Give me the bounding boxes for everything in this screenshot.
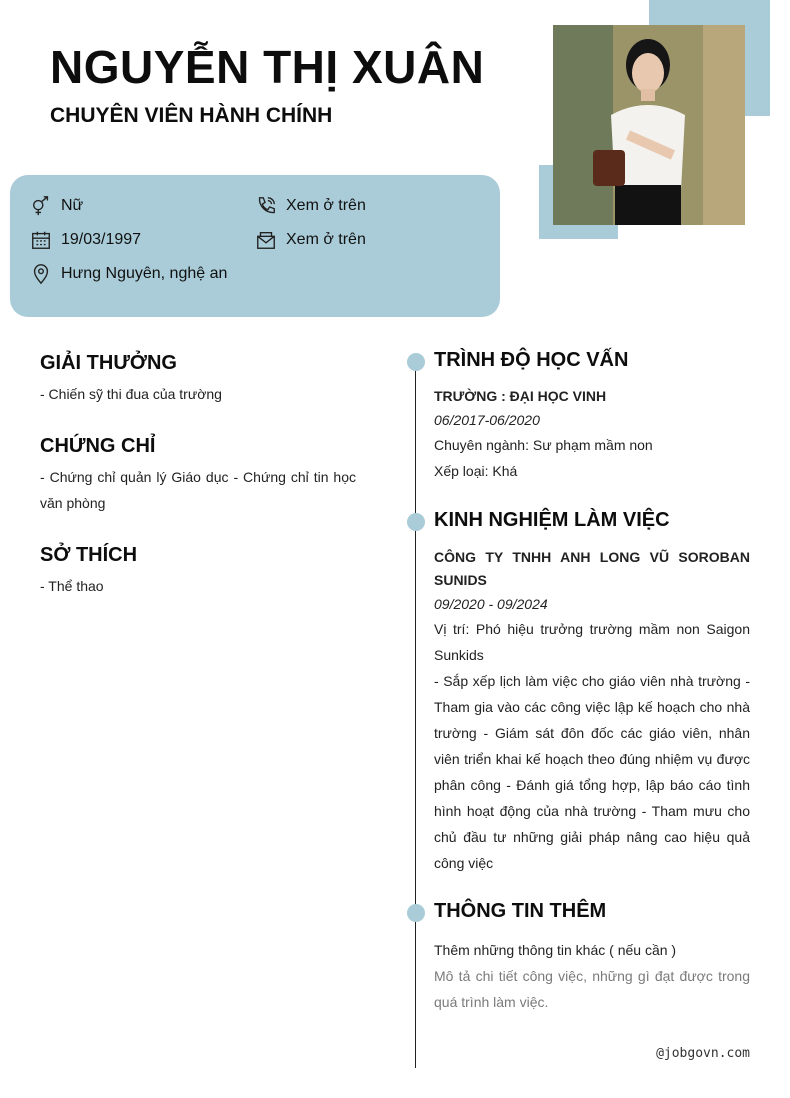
- education-section: [434, 349, 750, 484]
- experience-company: CÔNG TY TNHH ANH LONG VŨ SOROBAN SUNIDS: [434, 549, 750, 588]
- awards-title: GIẢI THƯỞNG: [40, 352, 177, 374]
- education-school: TRƯỜNG : ĐẠI HỌC VINH: [434, 388, 607, 404]
- phone-value: Xem ở trên: [286, 197, 366, 214]
- education-major: Chuyên ngành: Sư phạm mầm non: [434, 437, 653, 453]
- timeline-line: [415, 362, 416, 1068]
- contact-phone: [255, 195, 366, 217]
- address-value: Hưng Nguyên, nghệ an: [61, 265, 228, 282]
- education-grade: Xếp loại: Khá: [434, 463, 518, 479]
- contact-info-panel: [10, 175, 500, 317]
- email-icon: [255, 229, 277, 251]
- watermark: @jobgovn.com: [656, 1046, 750, 1061]
- contact-address: [30, 263, 227, 285]
- birthday-value: 19/03/1997: [61, 231, 142, 248]
- extra-line2: Mô tả chi tiết công việc, những gì đạt được trong quá trình làm việc.: [434, 968, 750, 1010]
- education-title: TRÌNH ĐỘ HỌC VẤN: [434, 349, 629, 371]
- gender-value: Nữ: [61, 197, 84, 214]
- timeline-dot-experience: [407, 513, 425, 531]
- extra-section: [434, 900, 750, 1015]
- contact-email: [255, 229, 366, 251]
- experience-section: [434, 509, 750, 876]
- calendar-icon: [30, 229, 52, 251]
- experience-period: 09/2020 - 09/2024: [434, 596, 548, 612]
- certificates-title: CHỨNG CHỈ: [40, 435, 156, 457]
- contact-birthday: [30, 229, 141, 251]
- candidate-name: NGUYỄN THỊ XUÂN: [50, 41, 485, 93]
- education-period: 06/2017-06/2020: [434, 412, 540, 428]
- contact-gender: [30, 195, 83, 217]
- hobbies-title: SỞ THÍCH: [40, 544, 138, 566]
- awards-text: - Chiến sỹ thi đua của trường: [40, 386, 222, 402]
- profile-photo: [553, 25, 745, 225]
- experience-position: Vị trí: Phó hiệu trưởng trường mầm non Saigon Sunkids: [434, 621, 750, 663]
- location-icon: [30, 263, 52, 285]
- job-title: CHUYÊN VIÊN HÀNH CHÍNH: [50, 104, 333, 127]
- certificates-text: - Chứng chỉ quản lý Giáo dục - Chứng chỉ tin học văn phòng: [40, 469, 356, 511]
- experience-title: KINH NGHIỆM LÀM VIỆC: [434, 509, 670, 531]
- extra-title: THÔNG TIN THÊM: [434, 900, 607, 922]
- email-value: Xem ở trên: [286, 231, 366, 248]
- experience-description: - Sắp xếp lịch làm việc cho giáo viên nhà trường - Tham gia vào các công việc lập kế hoạch cho nhà trường - Giám sát đôn đốc các giáo viên, nhân viên triển khai kế hoạch theo đúng nhiệm vụ được phân công - Đánh giá tổng hợp, lập báo cáo tình hình hoạt động của nhà trường - Tham mưu cho chủ đầu tư những giải pháp nâng cao hiệu quả công việc: [434, 673, 750, 871]
- hobbies-section: [40, 544, 356, 599]
- certificates-section: [40, 435, 356, 516]
- phone-icon: [255, 195, 277, 217]
- timeline-dot-extra: [407, 904, 425, 922]
- awards-section: [40, 352, 356, 407]
- extra-line1: Thêm những thông tin khác ( nếu cần ): [434, 942, 677, 958]
- hobbies-text: - Thể thao: [40, 578, 104, 594]
- gender-icon: [30, 195, 52, 217]
- timeline-dot-education: [407, 353, 425, 371]
